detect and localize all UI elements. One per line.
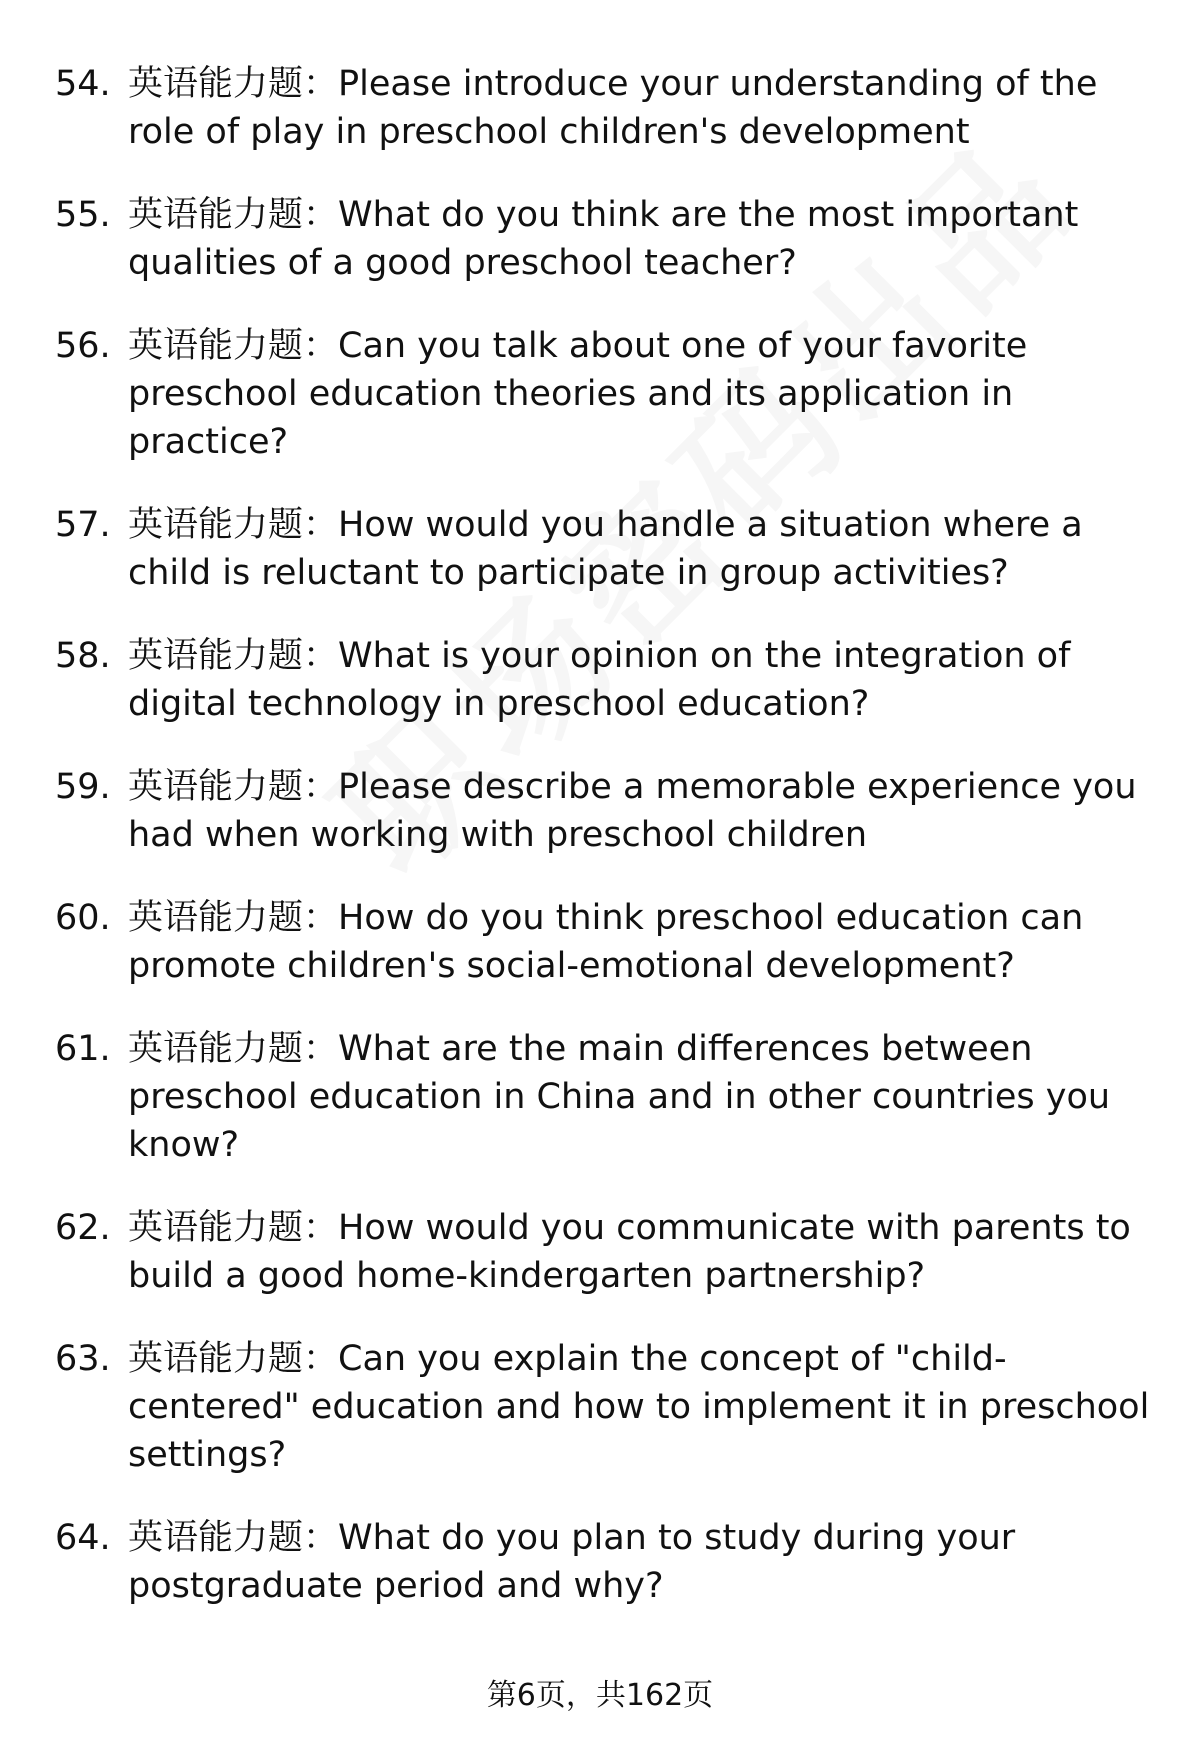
question-text: What do you think are the most important qualities of a good preschool teacher? [128,195,1079,283]
question-category: 英语能力题： [128,1339,339,1379]
question-text: What are the main differences between preschool education in China and in other countries you know? [128,1029,1111,1165]
question-category: 英语能力题： [128,195,339,235]
question-item [55,60,1165,156]
question-number: 57. [55,505,111,545]
question-text: Please describe a memorable experience you had when working with preschool children [128,767,1137,855]
question-text: How would you handle a situation where a child is reluctant to participate in group activities? [128,505,1083,593]
page-number-footer: 第6页，共162页 [486,1678,714,1713]
question-item [55,1335,1165,1479]
question-text: How would you communicate with parents to build a good home-kindergarten partnership? [128,1208,1131,1296]
question-category: 英语能力题： [128,64,339,104]
question-number: 54. [55,64,111,104]
question-number: 63. [55,1339,111,1379]
question-text: What do you plan to study during your postgraduate period and why? [128,1518,1016,1606]
question-category: 英语能力题： [128,636,339,676]
question-category: 英语能力题： [128,767,339,807]
question-number: 62. [55,1208,111,1248]
question-category: 英语能力题： [128,505,339,545]
question-number: 58. [55,636,111,676]
question-number: 60. [55,898,111,938]
question-category: 英语能力题： [128,1208,339,1248]
question-number: 56. [55,326,111,366]
question-text: Can you talk about one of your favorite preschool education theories and its application in practice? [128,326,1028,462]
question-category: 英语能力题： [128,898,339,938]
question-number: 61. [55,1029,111,1069]
question-category: 英语能力题： [128,1518,339,1558]
question-number: 64. [55,1518,111,1558]
question-text: Can you explain the concept of "child-centered" education and how to implement it in preschool settings? [128,1339,1150,1475]
question-item [55,763,1165,859]
question-text: Please introduce your understanding of the role of play in preschool children's development [128,64,1098,152]
question-item [55,1514,1165,1610]
question-item [55,1204,1165,1300]
question-item [55,894,1165,990]
question-text: How do you think preschool education can promote children's social-emotional development? [128,898,1084,986]
question-item [55,632,1165,728]
question-item [55,501,1165,597]
question-number: 55. [55,195,111,235]
question-category: 英语能力题： [128,326,339,366]
question-item [55,1025,1165,1169]
question-number: 59. [55,767,111,807]
question-category: 英语能力题： [128,1029,339,1069]
question-item [55,191,1165,287]
question-item [55,322,1165,466]
question-text: What is your opinion on the integration of digital technology in preschool education? [128,636,1071,724]
question-list [55,60,1165,1645]
